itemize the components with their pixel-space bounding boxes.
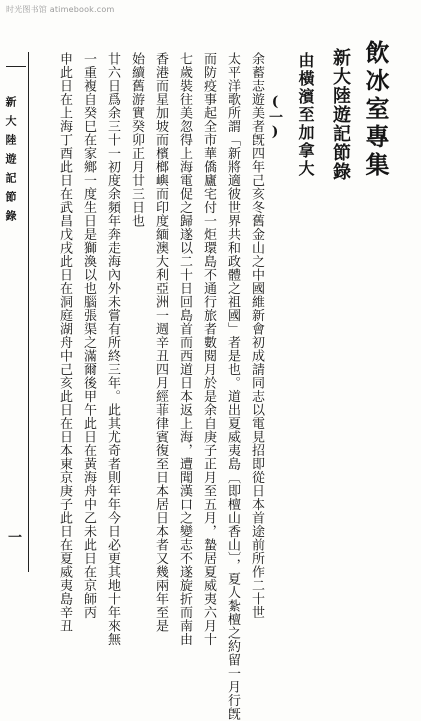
chapter-number: (一): [267, 94, 283, 140]
watermark-text: 时光图书馆 atimebook.com: [6, 5, 115, 14]
book-subtitle: 新大陸遊記節錄: [330, 48, 351, 181]
body-column-3: 而防疫事起全市華僑廬宅付一炬環島不通行旅者數閱月於是余自庚子正月至五月，蟄居夏威夷六月十: [201, 52, 216, 646]
running-head-rule: [6, 66, 26, 67]
body-column-2: 太平洋歌所謂「新將適彼世界共和政體之祖國」者是也。道出夏威夷島〔即檀山香山〕，夏人紮檀之約留一月行旣: [225, 52, 240, 721]
body-column-5: 香港而星加坡而檳榔嶼而印度緬澳大利亞洲一週辛丑四月經菲律賓復至日本居日本者又幾兩年至是: [153, 52, 168, 633]
body-column-1: 余蓄志遊美者旣四年己亥冬舊金山之中國維新會初成請同志以電見招即從日本首途前所作二十世: [249, 52, 264, 619]
body-column-4: 七歲裝往美忽得上海電促之歸遂以二十日回島首而西道日本返上海，遭聞漢口之變志不遂旋折而南由: [177, 52, 192, 646]
running-head: 新大陸遊記節錄: [4, 96, 17, 229]
body-column-8: 一重複自癸巳在家鄉一度生日是獅渙以也腦張渠之滿爾後甲午此日在黃海舟中乙未此日在京師丙: [81, 52, 96, 619]
body-column-7: 廿六日爲余三十一初度余頻年奔走海內外未嘗有所終三年。此其尤奇者則年年今日必更其地十年來無: [105, 52, 120, 646]
body-column-9: 申此日在上海丁酉此日在武昌戊戌此日在洞庭湖舟中己亥此日在日本東京庚子此日在夏威夷島辛丑: [57, 52, 72, 633]
book-title: 飲冰室專集: [361, 40, 390, 180]
page-number: 一: [6, 530, 22, 544]
section-heading: 由橫濱至加拿大: [296, 52, 315, 178]
body-column-6: 始續舊游實癸卯正月廿三日也: [129, 52, 144, 228]
margin-rule: [28, 52, 29, 572]
